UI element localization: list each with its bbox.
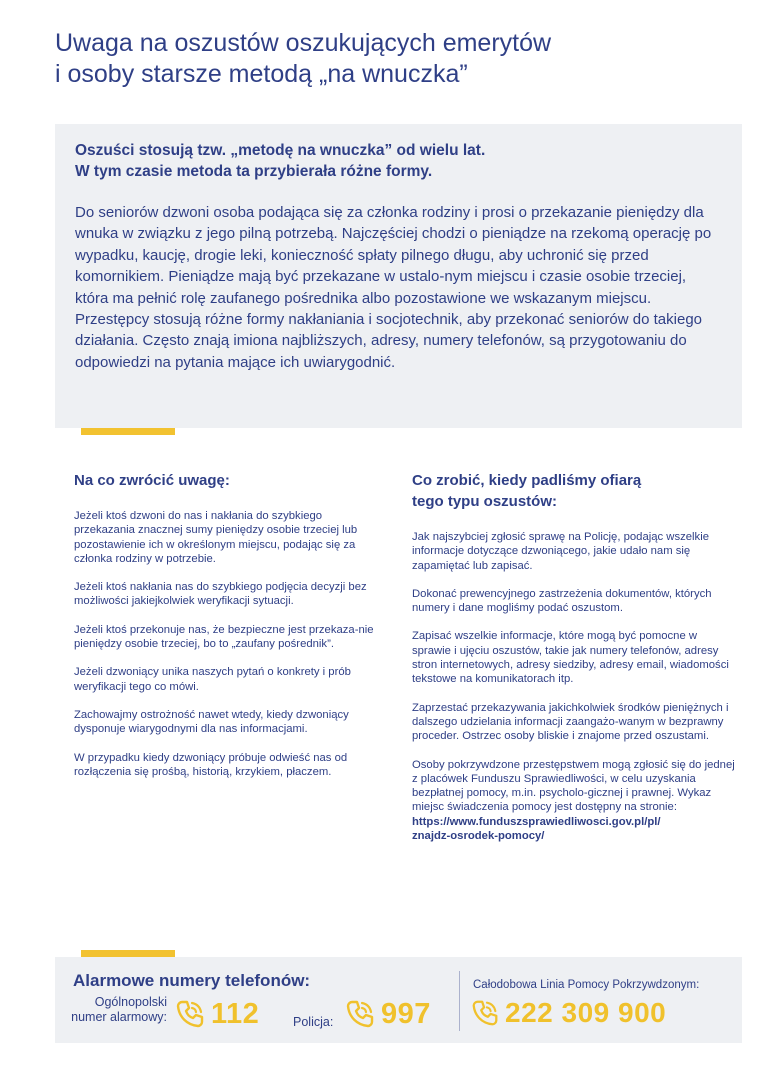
victim-steps-title-line2: tego typu oszustów: <box>412 493 557 510</box>
yellow-accent-bar <box>81 428 175 435</box>
help-link-line2[interactable]: znajdz-osrodek-pomocy/ <box>412 830 545 843</box>
intro-lead-line1: Oszuści stosują tzw. „metodę na wnuczka” od wielu lat. <box>75 142 486 159</box>
tip-paragraph: Jeżeli ktoś przekonuje nas, że bezpieczne jest przekaza-nie pieniędzy osobie trzeciej, bo to „zaufany pośrednik”. <box>74 623 374 651</box>
step-paragraph: Zapisać wszelkie informacje, które mogą być pomocne w sprawie i ujęciu oszustów, takie jak numery telefonów, adresy stron internetowych, adresy siedziby, adresy email, wiadomości tekstowe na komunikatorach itp. <box>412 630 729 686</box>
step-paragraph: Dokonać prewencyjnego zastrzeżenia dokumentów, których numery i dane mogliśmy podać oszustom. <box>412 587 712 615</box>
tips-title: Na co zwrócić uwagę: <box>74 472 230 489</box>
intro-lead <box>75 140 722 182</box>
victim-steps-title <box>412 470 737 512</box>
phone-icon <box>469 997 501 1029</box>
tips-column <box>74 470 384 793</box>
number-helpline: 222 309 900 <box>505 997 667 1028</box>
emergency-title: Alarmowe numery telefonów: <box>73 971 311 990</box>
intro-lead-line2: W tym czasie metoda ta przybierała różne formy. <box>75 163 433 180</box>
phone-number-helpline[interactable] <box>469 997 666 1029</box>
intro-box <box>55 124 742 428</box>
phone-icon <box>343 997 377 1031</box>
help-text: Osoby pokrzywdzone przestępstwem mogą zgłosić się do jednej z placówek Funduszu Sprawiedliwości, w celu uzyskania bezpłatnej pomocy, m.in. psycholo-gicznej i prawnej. Wykaz miejsc świadczenia pomocy jest dostępny na stronie: <box>412 758 735 814</box>
label-national-emergency <box>69 995 167 1025</box>
phone-number-997[interactable] <box>343 997 431 1031</box>
label-ogol-line2: numer alarmowy: <box>71 1010 167 1024</box>
step-paragraph-help <box>412 758 737 844</box>
tip-paragraph: Jeżeli dzwoniący unika naszych pytań o konkrety i prób weryfikacji tego co mówi. <box>74 666 351 693</box>
label-police: Policja: <box>293 1015 334 1029</box>
label-ogol-line1: Ogólnopolski <box>94 995 167 1009</box>
phone-number-112[interactable] <box>173 997 259 1031</box>
tip-paragraph: Jeżeli ktoś nakłania nas do szybkiego podjęcia decyzji bez możliwości jakiejkolwiek weryfikacji sytuacji. <box>74 581 367 608</box>
number-997: 997 <box>381 997 431 1030</box>
phone-icon <box>173 997 207 1031</box>
tip-paragraph: Zachowajmy ostrożność nawet wtedy, kiedy dzwoniący dysponuje wiarygodnymi dla nas informacjami. <box>74 708 349 736</box>
number-112: 112 <box>211 997 260 1030</box>
page-title-line2: i osoby starsze metodą „na wnuczka” <box>55 60 468 88</box>
step-paragraph: Zaprzestać przekazywania jakichkolwiek środków pieniężnych i dalszego udzielania informacji zaangażo-wanym w bezprawny proceder. Ostrzec osoby bliskie i znajome przed oszustami. <box>412 701 729 743</box>
victim-steps-title-line1: Co zrobić, kiedy padliśmy ofiarą <box>412 472 642 489</box>
emergency-numbers-box <box>55 957 742 1043</box>
tip-paragraph: W przypadku kiedy dzwoniący próbuje odwieść nas od rozłączenia się prośbą, historią, krzykiem, płaczem. <box>74 751 348 778</box>
victim-steps-column <box>412 470 737 857</box>
page-title-line1: Uwaga na oszustów oszukujących emerytów <box>55 29 552 57</box>
intro-body: Do seniorów dzwoni osoba podająca się za członka rodziny i prosi o przekazanie pieniędzy dla wnuka w związku z jego pilną potrzebą. Najczęściej chodzi o pieniądze na rzekomą operację po wypadku, kaucję, drogie leki, konieczność spłaty pilnego długu, aby uchronić się przed komornikiem. Pieniądze mają być przekazane w ustalo-nym miejscu i czasie osobie trzeciej, która ma pełnić rolę zaufanego pośrednika albo pozostawione we wskazanym miejscu. Przestępcy stosują różne formy nakłaniania i socjotechnik, aby przekonać seniorów do takiego działania. Często znają imiona najbliższych, adresy, numery telefonów, są przygotowaniu do odpowiedzi na pytania mające ich uwiarygodnić. <box>75 204 712 371</box>
page-title <box>55 28 695 90</box>
label-victim-helpline: Całodobowa Linia Pomocy Pokrzywdzonym: <box>473 979 700 991</box>
help-link-line1[interactable]: https://www.funduszsprawiedliwosci.gov.pl/pl/ <box>412 815 661 828</box>
yellow-accent-bar <box>81 950 175 957</box>
step-paragraph: Jak najszybciej zgłosić sprawę na Policję, podając wszelkie informacje dotyczące dzwoniącego, jakie udało nam się zapamiętać lub zapisać. <box>412 531 709 572</box>
footer-divider <box>459 971 460 1031</box>
tip-paragraph: Jeżeli ktoś dzwoni do nas i nakłania do szybkiego przekazania znacznej sumy pieniędzy osobie trzeciej lub pozostawienie ich w określonym miejscu, podając się za członka rodziny w potrzebie. <box>74 510 358 565</box>
